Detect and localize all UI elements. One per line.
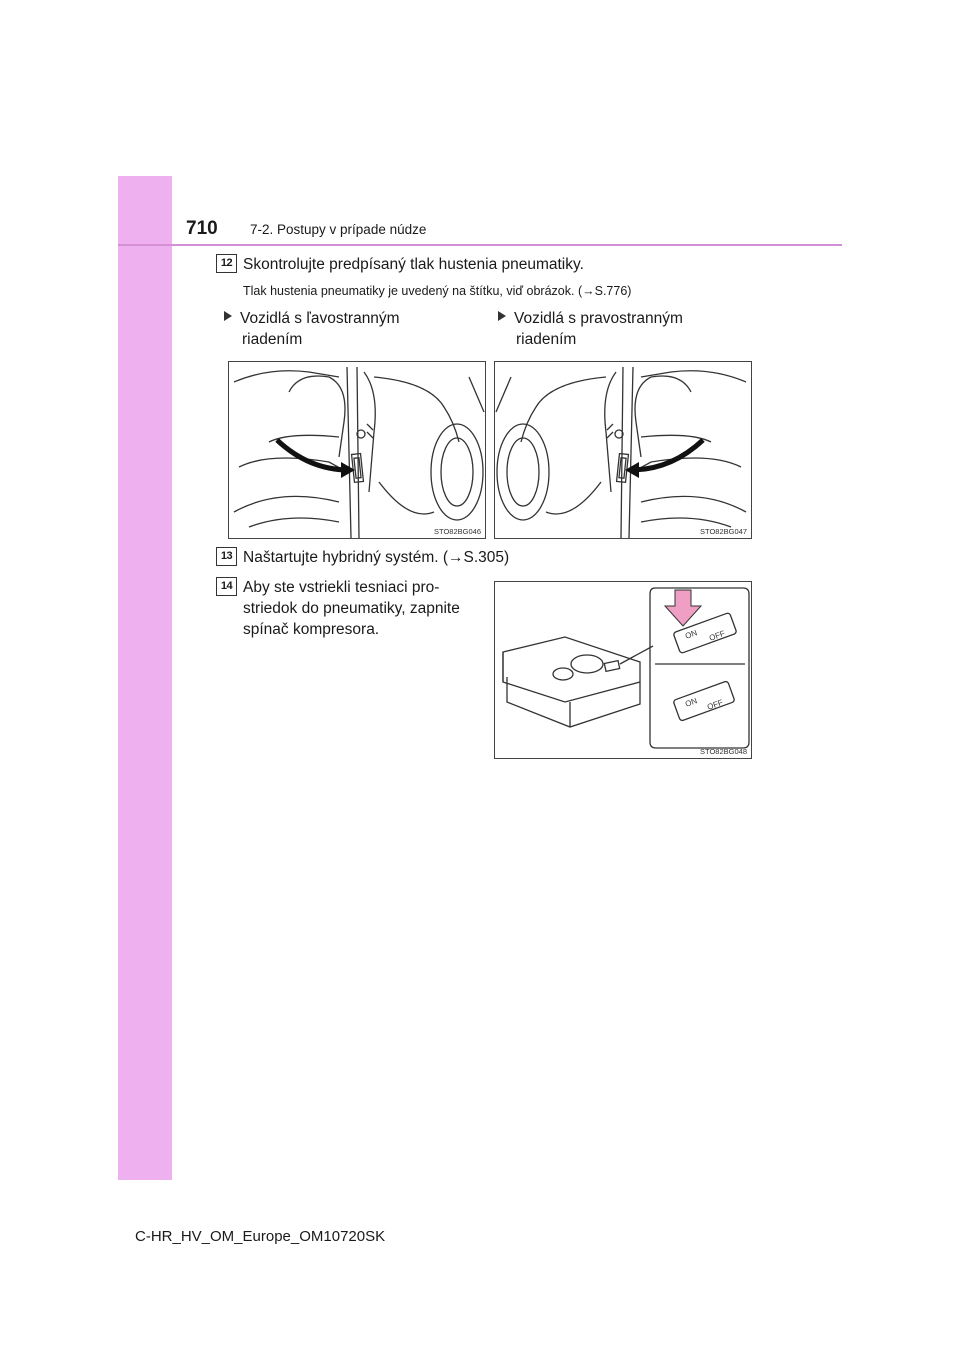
triangle-bullet-icon	[498, 311, 506, 321]
switch-off-label-top: OFF	[707, 628, 727, 643]
figure-code: STO82BG046	[434, 527, 481, 536]
step-14-text	[243, 577, 478, 640]
door-pillar-illustration	[495, 362, 751, 538]
figure-lhd-door-pillar	[228, 361, 486, 539]
step-14-line3: spínač kompresora.	[243, 621, 380, 638]
step-14-line2: striedok do pneumatiky, zapnite	[243, 600, 460, 617]
step-number-14: 14	[216, 577, 237, 596]
step-number-13: 13	[216, 547, 237, 566]
bullet-rhd	[498, 308, 683, 350]
compressor-illustration	[495, 582, 751, 758]
step-13-text: Naštartujte hybridný systém. (→S.305)	[243, 549, 510, 566]
step-14-line1: Aby ste vstriekli tesniaci pro-	[243, 579, 440, 596]
bullet-rhd-line1: Vozidlá s pravostranným	[514, 310, 683, 327]
bullet-lhd	[224, 308, 400, 350]
triangle-bullet-icon	[224, 311, 232, 321]
bullet-lhd-line1: Vozidlá s ľavostranným	[240, 310, 400, 327]
step-number-12: 12	[216, 254, 237, 273]
switch-on-label-bottom: ON	[683, 696, 699, 709]
page-number: 710	[186, 218, 218, 239]
figure-code: STO82BG048	[700, 747, 747, 756]
header-divider	[118, 244, 842, 246]
figure-compressor-switch	[494, 581, 752, 759]
switch-on-label-top: ON	[683, 628, 699, 641]
bullet-rhd-line2: riadením	[516, 331, 577, 348]
switch-off-label-bottom: OFF	[705, 697, 725, 712]
figure-rhd-door-pillar	[494, 361, 752, 539]
step-12-text: Skontrolujte predpísaný tlak hustenia pneumatiky.	[243, 256, 584, 273]
step-12-note: Tlak hustenia pneumatiky je uvedený na štítku, viď obrázok. (→S.776)	[243, 284, 632, 298]
figure-code: STO82BG047	[700, 527, 747, 536]
section-title: 7-2. Postupy v prípade núdze	[250, 222, 427, 237]
chapter-sidebar-tab	[118, 176, 172, 1180]
document-id: C-HR_HV_OM_Europe_OM10720SK	[135, 1228, 386, 1245]
door-pillar-illustration	[229, 362, 485, 538]
press-arrow-icon	[665, 590, 701, 626]
bullet-lhd-line2: riadením	[242, 331, 303, 348]
